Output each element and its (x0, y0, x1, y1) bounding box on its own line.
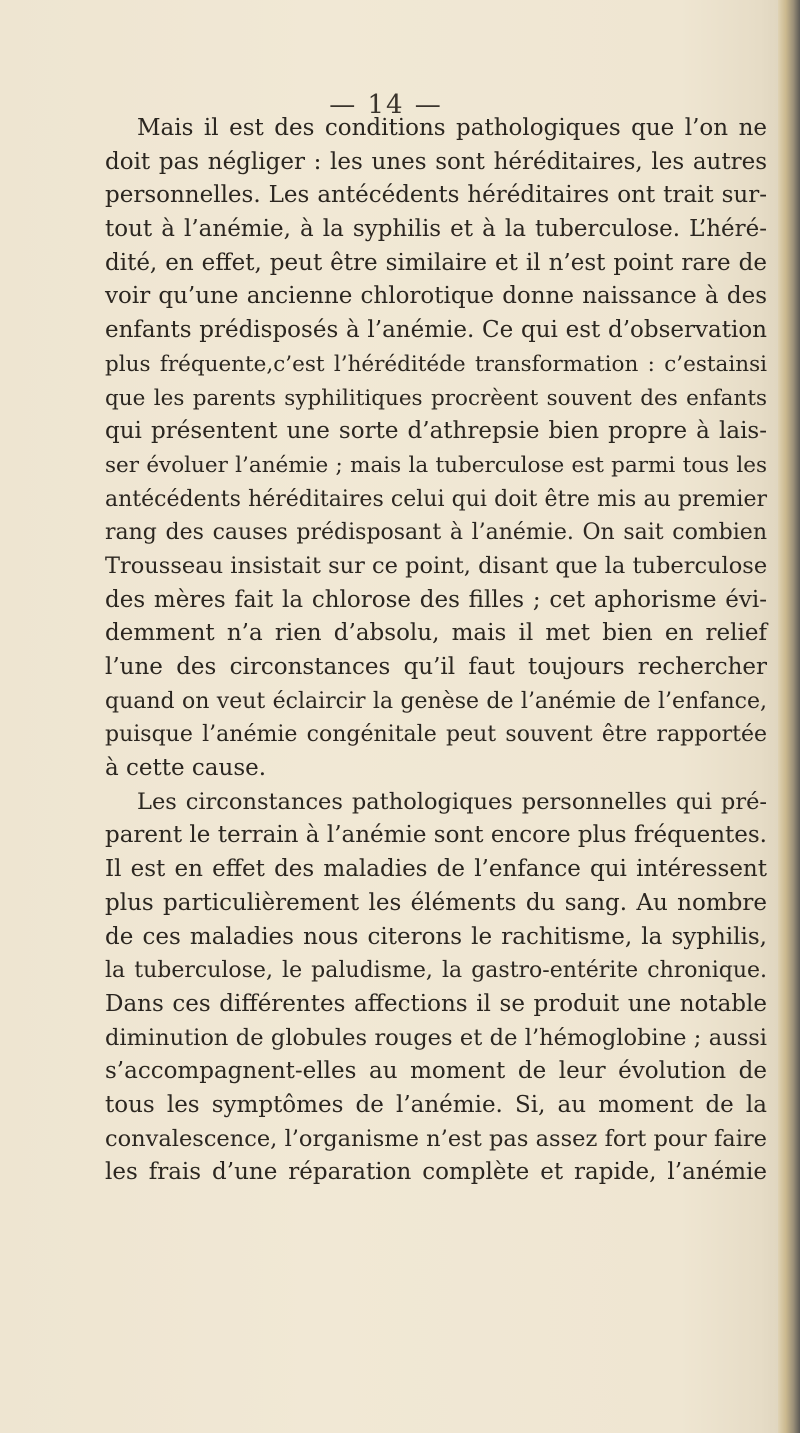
text-line: plus fréquente,c’est l’héréditéde transformation : c’estainsi (105, 351, 767, 377)
text-line: puisque l’anémie congénitale peut souvent être rapportée (105, 722, 767, 748)
text-line: dité, en effet, peut être similaire et il n’est point rare de (105, 249, 767, 276)
text-line: les frais d’une réparation complète et rapide, l’anémie (105, 1159, 767, 1186)
text-line: voir qu’une ancienne chlorotique donne naissance à des (105, 283, 767, 310)
text-line: quand on veut éclaircir la genèse de l’anémie de l’enfance, (105, 688, 767, 714)
text-line: des mères fait la chlorose des filles ; cet aphorisme évi- (105, 586, 767, 613)
text-line: personnelles. Les antécédents héréditaires ont trait sur- (105, 182, 767, 209)
text-line: rang des causes prédisposant à l’anémie. On sait combien (105, 520, 767, 546)
text-line: doit pas négliger : les unes sont héréditaires, les autres (105, 148, 767, 175)
text-line: demment n’a rien d’absolu, mais il met bien en relief (105, 620, 767, 647)
text-line: enfants prédisposés à l’anémie. Ce qui est d’observation (105, 317, 767, 344)
text-line: la tuberculose, le paludisme, la gastro-entérite chronique. (105, 958, 767, 984)
page-number: — 14 — (329, 90, 443, 120)
text-line: de ces maladies nous citerons le rachitisme, la syphilis, (105, 923, 767, 950)
text-line: diminution de globules rouges et de l’hémoglobine ; aussi (105, 1024, 767, 1051)
text-line: Dans ces différentes affections il se produit une notable (105, 990, 767, 1017)
text-line: ser évoluer l’anémie ; mais la tuberculose est parmi tous les (105, 452, 767, 478)
page-edge-shadow (778, 0, 800, 1433)
text-line: s’accompagnent-elles au moment de leur évolution de (105, 1058, 767, 1085)
text-line: que les parents syphilitiques procrèent souvent des enfants (105, 385, 767, 411)
text-line: convalescence, l’organisme n’est pas assez fort pour faire (105, 1125, 767, 1152)
text-line: parent le terrain à l’anémie sont encore plus fréquentes. (105, 822, 767, 849)
text-line: antécédents héréditaires celui qui doit être mis au premier (105, 486, 767, 512)
text-line: Il est en effet des maladies de l’enfance qui intéressent (105, 856, 767, 883)
text-line: l’une des circonstances qu’il faut toujours rechercher (105, 654, 767, 680)
text-line: Trousseau insistait sur ce point, disant que la tuberculose (105, 552, 768, 579)
text-line: qui présentent une sorte d’athrepsie bien propre à lais- (105, 418, 767, 445)
text-line: à cette cause. (105, 755, 267, 782)
body-text (105, 112, 767, 1190)
text-line: tous les symptômes de l’anémie. Si, au moment de la (105, 1091, 767, 1118)
text-line: plus particulièrement les éléments du sang. Au nombre (105, 889, 767, 916)
text-line: tout à l’anémie, à la syphilis et à la tuberculose. L’héré- (105, 216, 767, 243)
text-line: Les circonstances pathologiques personnelles qui pré- (137, 788, 767, 815)
text-line: Mais il est des conditions pathologiques que l’on ne (137, 115, 767, 141)
